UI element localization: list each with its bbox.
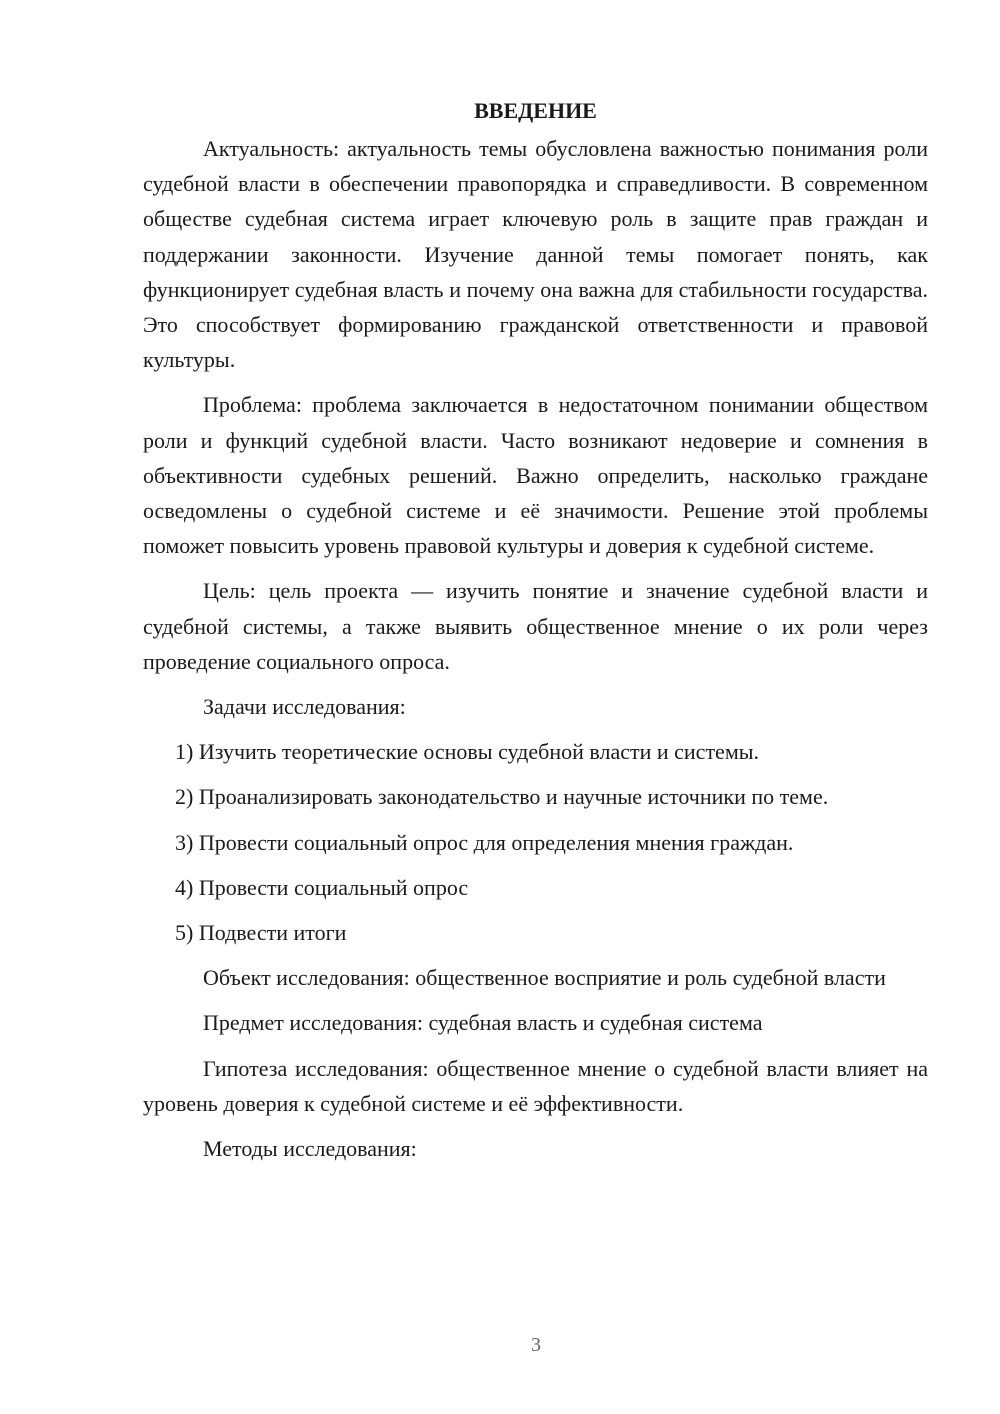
goal-paragraph: Цель: цель проекта — изучить понятие и значение судебной власти и судебной системы, а также выявить общественное мнение о их роли через проведение социального опроса. (143, 578, 928, 674)
subject-paragraph: Предмет исследования: судебная власть и судебная система (203, 1010, 763, 1036)
task-item-5: 5) Подвести итоги (175, 920, 347, 946)
page-number: 3 (531, 1334, 541, 1356)
task-item-2: 2) Проанализировать законодательство и научные источники по теме. (175, 784, 829, 810)
hypothesis-paragraph: Гипотеза исследования: общественное мнение о судебной власти влияет на уровень доверия к судебной системе и её эффективности. (143, 1055, 928, 1116)
tasks-heading: Задачи исследования: (203, 694, 406, 720)
page-title: ВВЕДЕНИЕ (474, 98, 597, 123)
tasks-list (143, 734, 928, 950)
object-paragraph: Объект исследования: общественное восприятие и роль судебной власти (203, 965, 886, 991)
methods-heading: Методы исследования: (203, 1136, 417, 1162)
problem-paragraph: Проблема: проблема заключается в недостаточном понимании обществом роли и функций судебной власти. Часто возникают недоверие и сомнения в объективности судебных решений. Важно определить, насколько граждане осведомлены о судебной системе и её значимости. Решение этой проблемы поможет повысить уровень правовой культуры и доверия к судебной системе. (143, 392, 928, 559)
task-item-1: 1) Изучить теоретические основы судебной власти и системы. (175, 739, 760, 765)
relevance-paragraph: Актуальность: актуальность темы обусловлена важностью понимания роли судебной власти в обеспечении правопорядка и справедливости. В современном обществе судебная система играет ключевую роль в защите прав граждан и поддержании законности. Изучение данной темы помогает понять, как функционирует судебная власть и почему она важна для стабильности государства. Это способствует формированию гражданской ответственности и правовой культуры. (143, 136, 928, 373)
task-item-3: 3) Провести социальный опрос для определения мнения граждан. (175, 829, 794, 855)
page-body (143, 96, 928, 1176)
task-item-4: 4) Провести социальный опрос (175, 874, 469, 900)
